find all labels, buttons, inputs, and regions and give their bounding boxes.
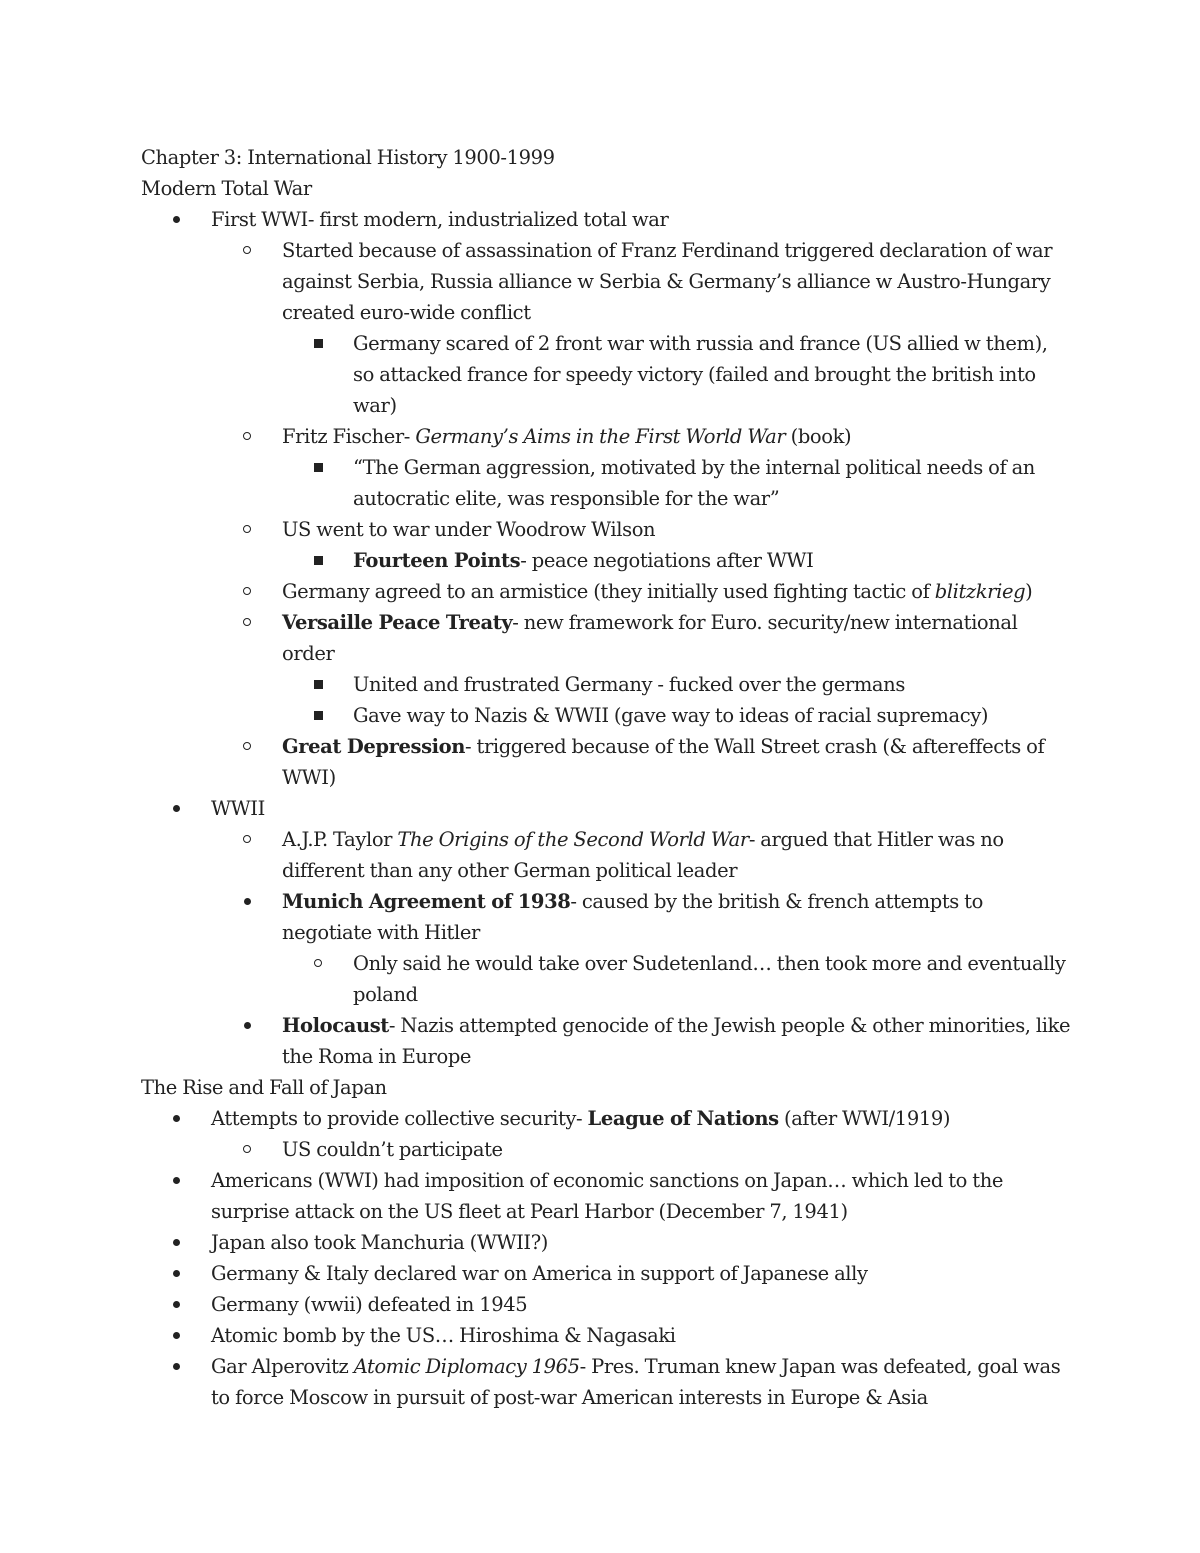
text-run: - Nazis attempted genocide of the Jewish people & other minorities, like the Roma in Europe xyxy=(282,1014,1071,1068)
list-item xyxy=(141,886,1071,948)
circle-bullet-icon xyxy=(237,731,257,762)
list-item xyxy=(141,793,1071,824)
list-item-text xyxy=(282,735,1044,789)
disc-bullet-icon xyxy=(237,1010,257,1041)
list-item xyxy=(141,700,1071,731)
text-run: United and frustrated Germany - fucked over the germans xyxy=(353,673,905,696)
circle-bullet-icon xyxy=(237,607,257,638)
list-item-text xyxy=(211,1262,868,1285)
disc-bullet-icon xyxy=(166,1165,186,1196)
list-item xyxy=(141,328,1071,421)
list-item xyxy=(141,1320,1071,1351)
list-item-text xyxy=(282,1138,503,1161)
list-item xyxy=(141,824,1071,886)
text-run: Gave way to Nazis & WWII (gave way to ideas of racial supremacy) xyxy=(353,704,989,727)
text-run: Germany agreed to an armistice (they initially used fighting tactic of xyxy=(282,580,935,603)
circle-bullet-icon xyxy=(237,576,257,607)
bold-term: Munich Agreement of 1938 xyxy=(282,890,571,913)
text-run: A.J.P. Taylor xyxy=(282,828,398,851)
disc-bullet-icon xyxy=(237,886,257,917)
list-item-text xyxy=(282,828,1004,882)
list-item xyxy=(141,1351,1071,1413)
text-run: Germany scared of 2 front war with russia and france (US allied w them), so attacked france for speedy victory (failed and brought the british into war) xyxy=(353,332,1048,417)
disc-bullet-icon xyxy=(166,1103,186,1134)
list-item xyxy=(141,452,1071,514)
circle-bullet-icon xyxy=(237,1134,257,1165)
text-run: - triggered because of the Wall Street crash (& aftereffects of WWI) xyxy=(282,735,1045,789)
circle-bullet-icon xyxy=(237,514,257,545)
section-heading: The Rise and Fall of Japan xyxy=(141,1076,387,1099)
list-item-text xyxy=(282,890,983,944)
circle-bullet-icon xyxy=(237,824,257,855)
list-item xyxy=(141,421,1071,452)
list-item xyxy=(141,948,1071,1010)
list-item-text xyxy=(282,580,1032,603)
text-run: Americans (WWI) had imposition of economic sanctions on Japan… which led to the surprise attack on the US fleet at Pearl Harbor (December 7, 1941) xyxy=(211,1169,1004,1223)
list-item xyxy=(141,576,1071,607)
square-bullet-icon xyxy=(308,452,328,483)
list-item xyxy=(141,1134,1071,1165)
list-item-text xyxy=(282,518,655,541)
circle-bullet-icon xyxy=(237,421,257,452)
text-run: Japan also took Manchuria (WWII?) xyxy=(211,1231,548,1254)
text-run: ) xyxy=(1025,580,1033,603)
bullet-list xyxy=(141,1103,1071,1413)
text-run: US went to war under Woodrow Wilson xyxy=(282,518,656,541)
list-item xyxy=(141,1103,1071,1134)
list-item-text xyxy=(211,1293,527,1316)
document-content xyxy=(141,142,1071,1413)
list-item-text xyxy=(211,1169,1003,1223)
list-item-text xyxy=(353,549,813,572)
list-item xyxy=(141,607,1071,669)
bold-term: Holocaust xyxy=(282,1014,389,1037)
document-section xyxy=(141,1072,1071,1413)
italic-title: blitzkrieg xyxy=(934,580,1026,603)
list-item xyxy=(141,235,1071,328)
square-bullet-icon xyxy=(308,669,328,700)
list-item xyxy=(141,514,1071,545)
text-run: Germany & Italy declared war on America in support of Japanese ally xyxy=(211,1262,868,1285)
list-item xyxy=(141,204,1071,235)
document-section xyxy=(141,173,1071,1072)
document-title: Chapter 3: International History 1900-1999 xyxy=(141,146,555,169)
list-item xyxy=(141,1289,1071,1320)
circle-bullet-icon xyxy=(237,235,257,266)
list-item xyxy=(141,1010,1071,1072)
text-run: Fritz Fischer- xyxy=(282,425,416,448)
list-item-text xyxy=(353,704,988,727)
text-run: Atomic bomb by the US… Hiroshima & Nagasaki xyxy=(211,1324,676,1347)
document-sections xyxy=(141,173,1071,1413)
text-run: (book) xyxy=(785,425,852,448)
list-item-text xyxy=(211,1231,548,1254)
bold-term: League of Nations xyxy=(587,1107,779,1130)
text-run: - Pres. Truman knew Japan was defeated, goal was to force Moscow in pursuit of post-war American interests in Europe & Asia xyxy=(211,1355,1061,1409)
square-bullet-icon xyxy=(308,700,328,731)
square-bullet-icon xyxy=(308,328,328,359)
disc-bullet-icon xyxy=(166,1320,186,1351)
list-item-text xyxy=(353,952,1066,1006)
disc-bullet-icon xyxy=(166,1289,186,1320)
text-run: First WWI- first modern, industrialized total war xyxy=(211,208,669,231)
bullet-list xyxy=(141,204,1071,1072)
list-item xyxy=(141,1227,1071,1258)
text-run: Attempts to provide collective security- xyxy=(211,1107,588,1130)
disc-bullet-icon xyxy=(166,1258,186,1289)
list-item-text xyxy=(282,425,851,448)
list-item-text xyxy=(353,332,1048,417)
list-item-text xyxy=(282,611,1017,665)
text-run: Germany (wwii) defeated in 1945 xyxy=(211,1293,528,1316)
square-bullet-icon xyxy=(308,545,328,576)
list-item xyxy=(141,731,1071,793)
disc-bullet-icon xyxy=(166,793,186,824)
text-run: “The German aggression, motivated by the internal political needs of an autocratic elite, was responsible for the war” xyxy=(353,456,1035,510)
text-run: WWII xyxy=(211,797,265,820)
list-item-text xyxy=(211,797,265,820)
italic-title: Germany’s Aims in the First World War xyxy=(415,425,786,448)
text-run: - peace negotiations after WWI xyxy=(520,549,814,572)
circle-bullet-icon xyxy=(308,948,328,979)
section-heading: Modern Total War xyxy=(141,177,312,200)
list-item-text xyxy=(211,1355,1060,1409)
disc-bullet-icon xyxy=(166,204,186,235)
text-run: Started because of assassination of Franz Ferdinand triggered declaration of war against Serbia, Russia alliance w Serbia & Germany’s alliance w Austro-Hungary created euro-wide conflict xyxy=(282,239,1053,324)
list-item xyxy=(141,1165,1071,1227)
text-run: - new framework for Euro. security/new international order xyxy=(282,611,1018,665)
bold-term: Versaille Peace Treaty xyxy=(282,611,513,634)
text-run: - caused by the british & french attempts to negotiate with Hitler xyxy=(282,890,983,944)
list-item-text xyxy=(353,456,1035,510)
text-run: (after WWI/1919) xyxy=(778,1107,951,1130)
list-item-text xyxy=(353,673,905,696)
disc-bullet-icon xyxy=(166,1351,186,1382)
list-item-text xyxy=(282,239,1052,324)
italic-title: Atomic Diplomacy 1965 xyxy=(353,1355,580,1378)
text-run: Gar Alperovitz xyxy=(211,1355,354,1378)
text-run: US couldn’t participate xyxy=(282,1138,503,1161)
list-item xyxy=(141,1258,1071,1289)
bold-term: Great Depression xyxy=(282,735,466,758)
text-run: Only said he would take over Sudetenland… then took more and eventually poland xyxy=(353,952,1066,1006)
disc-bullet-icon xyxy=(166,1227,186,1258)
text-run: - argued that Hitler was no different than any other German political leader xyxy=(282,828,1004,882)
list-item-text xyxy=(211,1324,676,1347)
list-item-text xyxy=(211,208,668,231)
list-item xyxy=(141,545,1071,576)
list-item-text xyxy=(282,1014,1070,1068)
list-item xyxy=(141,669,1071,700)
list-item-text xyxy=(211,1107,950,1130)
bold-term: Fourteen Points xyxy=(353,549,521,572)
italic-title: The Origins of the Second World War xyxy=(397,828,749,851)
